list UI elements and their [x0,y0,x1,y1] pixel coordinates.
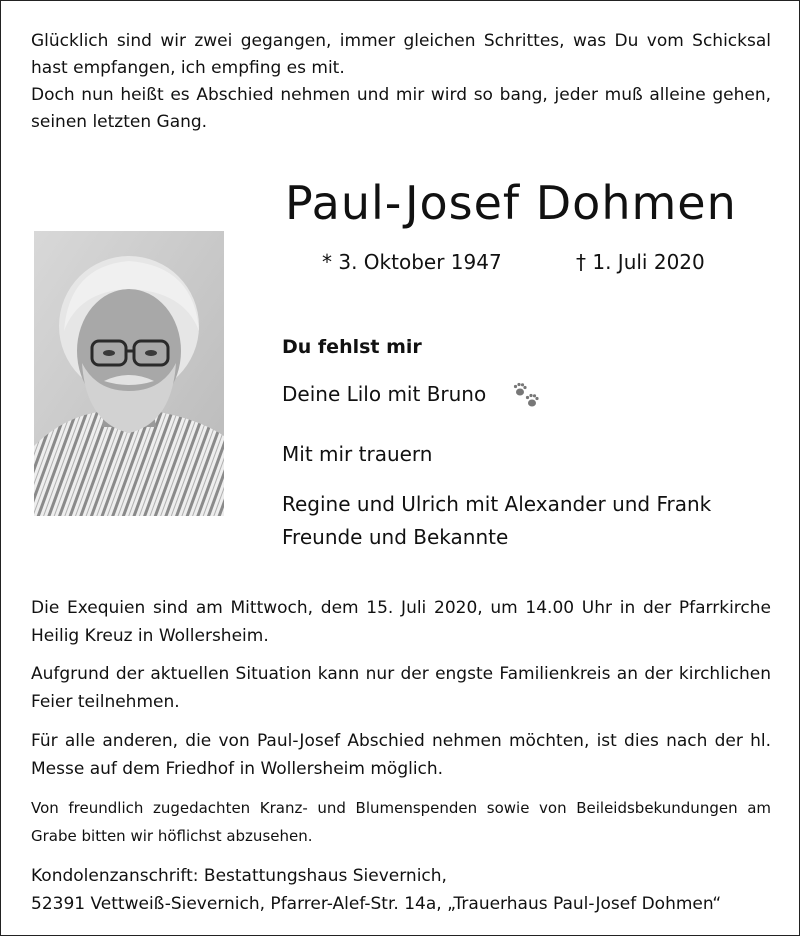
others-text: Für alle anderen, die von Paul-Josef Abschied nehmen möchten, ist dies nach der hl. Messe auf dem Friedhof in Wollersheim möglich. [31,731,771,779]
portrait-photo [34,231,224,516]
mourners-list [282,488,711,554]
mourner-line: Regine und Ulrich mit Alexander und Frank [282,492,712,516]
condolence-line-2: 52391 Vettweiß-Sievernich, Pfarrer-Alef-Str. 14a, „Trauerhaus Paul-Josef Dohmen“ [31,894,722,914]
poem [31,28,771,136]
poem-stanza-1: Glücklich sind wir zwei gegangen, immer gleichen Schrittes, was Du vom Schicksal hast empfangen, ich empfing es mit. [31,31,771,78]
mourner-line: Freunde und Bekannte [282,525,509,549]
miss-you-text: Du fehlst mir [282,336,422,358]
signed-by: Deine Lilo mit Bruno [282,382,487,406]
birth-date: * 3. Oktober 1947 [322,250,502,274]
family-only-text: Aufgrund der aktuellen Situation kann nur der engste Familienkreis an der kirchlichen Feier teilnehmen. [31,664,771,712]
deceased-name: Paul-Josef Dohmen [285,176,737,230]
paw-prints-icon [512,381,542,411]
exequies-text: Die Exequien sind am Mittwoch, dem 15. Juli 2020, um 14.00 Uhr in der Pfarrkirche Heilig Kreuz in Wollersheim. [31,598,771,646]
condolence-line-1: Kondolenzanschrift: Bestattungshaus Sievernich, [31,866,447,886]
mourn-with-me-text: Mit mir trauern [282,442,433,466]
no-flowers-text: Von freundlich zugedachten Kranz- und Blumenspenden sowie von Beileidsbekundungen am Grabe bitten wir höflichst abzusehen. [31,799,771,845]
poem-stanza-2: Doch nun heißt es Abschied nehmen und mir wird so bang, jeder muß alleine gehen, seinen letzten Gang. [31,85,771,132]
death-date: † 1. Juli 2020 [576,250,705,274]
condolence-address [31,862,771,918]
